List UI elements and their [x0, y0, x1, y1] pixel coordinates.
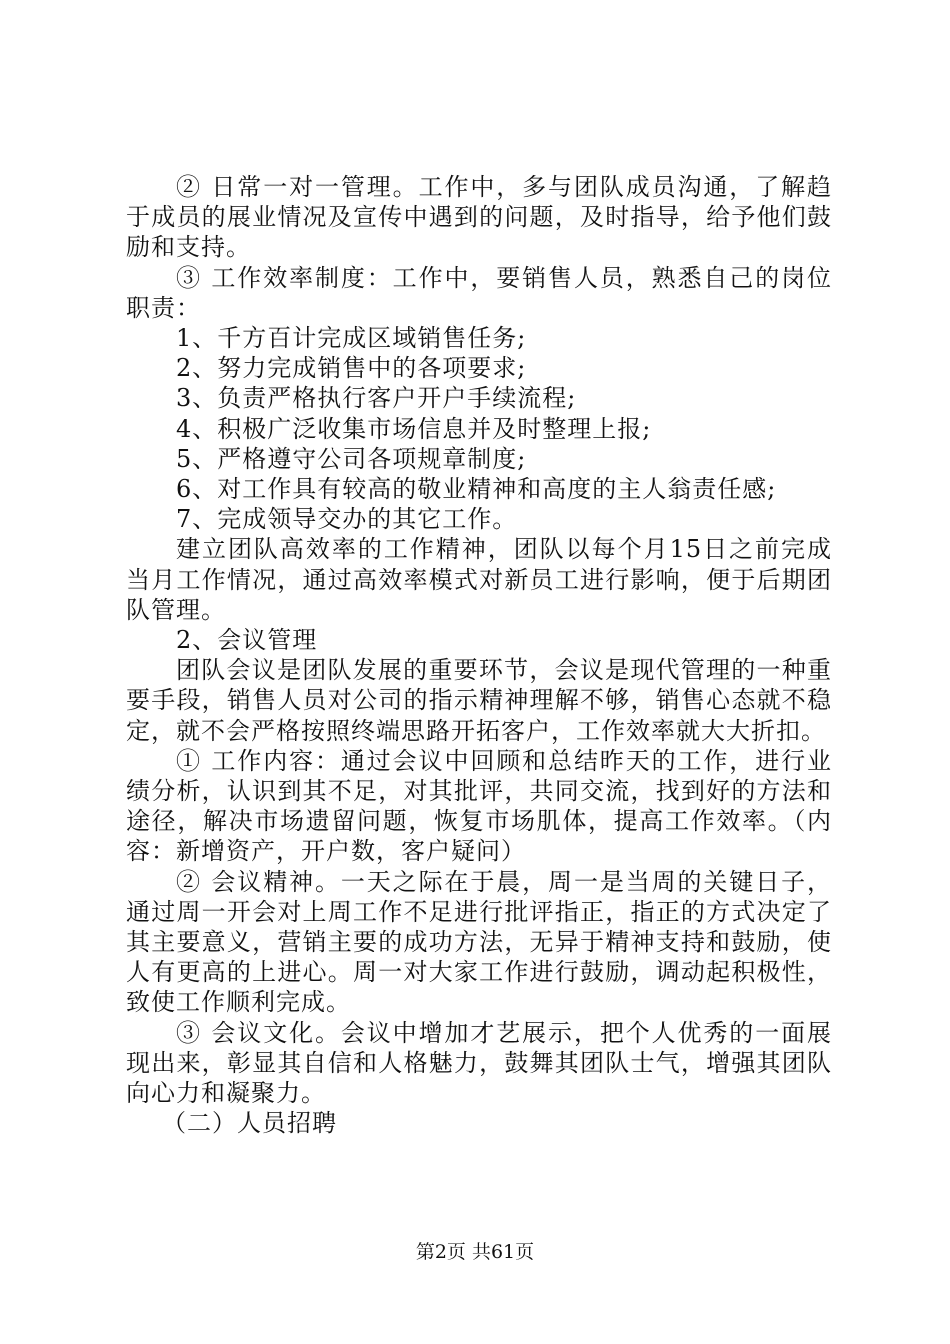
paragraph-meeting-culture: ③ 会议文化。会议中增加才艺展示，把个人优秀的一面展现出来，彰显其自信和人格魅力，鼓舞其团队士气，增强其团队向心力和凝聚力。	[126, 1018, 832, 1108]
list-item: 7、完成领导交办的其它工作。	[176, 505, 518, 534]
page-number-footer: 第2页 共61页	[415, 1241, 535, 1263]
paragraph-meeting-spirit: ② 会议精神。一天之际在于晨，周一是当周的关键日子，通过周一开会对上周工作不足进行批评指正，指正的方式决定了其主要意义，营销主要的成功方法，无异于精神支持和鼓励，使人有更高的上进心。周一对大家工作进行鼓励，调动起积极性，致使工作顺利完成。	[126, 867, 832, 1017]
list-item: 5、严格遵守公司各项规章制度;	[176, 444, 527, 473]
list-item: 2、努力完成销售中的各项要求;	[176, 354, 527, 383]
list-item: 4、积极广泛收集市场信息并及时整理上报;	[176, 414, 652, 443]
paragraph-meeting-importance: 团队会议是团队发展的重要环节，会议是现代管理的一种重要手段，销售人员对公司的指示精神理解不够，销售心态就不稳定，就不会严格按照终端思路开拓客户，工作效率就大大折扣。	[126, 656, 832, 745]
paragraph-efficiency-system: ③ 工作效率制度：工作中，要销售人员，熟悉自己的岗位职责：	[126, 263, 832, 322]
paragraph-daily-management: ② 日常一对一管理。工作中，多与团队成员沟通，了解趋于成员的展业情况及宣传中遇到的问题，及时指导，给予他们鼓励和支持。	[126, 173, 832, 262]
subheading-meeting-management: 2、会议管理	[176, 626, 318, 655]
list-item: 3、负责严格执行客户开户手续流程;	[176, 384, 577, 413]
paragraph-meeting-content: ① 工作内容：通过会议中回顾和总结昨天的工作，进行业绩分析，认识到其不足，对其批评，共同交流，找到好的方法和途径，解决市场遗留问题，恢复市场肌体，提高工作效率。（内容：新增资产，开户数，客户疑问）	[126, 746, 832, 866]
list-item: 6、对工作具有较高的敬业精神和高度的主人翁责任感;	[176, 475, 777, 504]
document-body	[126, 172, 832, 1139]
list-item: 1、千方百计完成区域销售任务;	[176, 324, 527, 353]
section-heading-recruitment: （二）人员招聘	[162, 1109, 337, 1138]
paragraph-team-spirit: 建立团队高效率的工作精神，团队以每个月15日之前完成当月工作情况，通过高效率模式对新员工进行影响，便于后期团队管理。	[126, 535, 832, 624]
